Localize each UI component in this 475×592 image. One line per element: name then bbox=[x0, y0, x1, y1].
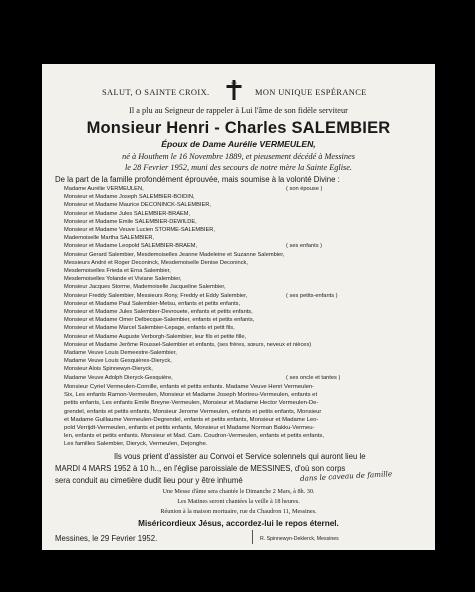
family-line-text: Monsieur et Madame Maurice DECONINCK-SALEMBIER, bbox=[64, 202, 211, 209]
family-line-text: Monsieur et Madame Joseph SALEMBIER-BOIDIN, bbox=[64, 194, 195, 201]
family-line bbox=[64, 234, 430, 242]
extended-line: grendel, enfants et petits enfants, Monsieur Jerome Vermeulen, enfants et petits enfants, Monsieur bbox=[64, 408, 322, 415]
extended-line: Monsieur Cyriel Vermeulen-Cornille, enfants et petits enfants. Madame Veuve Henri Vermeulen- bbox=[64, 384, 315, 390]
family-line-text: Monsieur et Madame Jules Salembier-Devrouete, enfants et petits enfants, bbox=[64, 309, 253, 315]
family-relation-note: ( ses petits-enfants ) bbox=[286, 292, 338, 299]
family-line-text: Messieurs André et Roger Deconinck, Mesdemoiselle Denise Deconinck, bbox=[64, 259, 248, 266]
family-line-text: Monsieur et Madame Auguste Verborgh-Salembier, leur fils et petite fille, bbox=[64, 333, 247, 340]
service-invite: Ils vous prient d'assister au Convoi et Service solennels qui auront lieu le bbox=[114, 452, 366, 461]
death-line: le 28 Fevrier 1952, muni des secours de notre mère la Sainte Eglise. bbox=[124, 163, 353, 172]
family-line bbox=[64, 341, 430, 349]
family-relation-note: ( ses enfants ) bbox=[286, 243, 323, 250]
family-line bbox=[64, 283, 430, 291]
family-line bbox=[64, 324, 430, 332]
family-line-text: Mesdemoiselles Yolande et Viviane Salembier, bbox=[64, 276, 182, 283]
family-line bbox=[64, 308, 430, 316]
family-line-text: Monsieur et Madame Jules SALEMBIER-BRAEM, bbox=[64, 210, 191, 217]
family-line bbox=[64, 242, 430, 250]
family-line bbox=[64, 357, 430, 365]
family-line-text: Monsieur Freddy Salembier, Messieurs Rony, Freddy et Eddy Salembier, bbox=[64, 292, 248, 299]
family-line bbox=[64, 292, 430, 300]
family-line bbox=[64, 210, 430, 218]
family-line bbox=[64, 259, 430, 267]
left-motto: SALUT, O SAINTE CROIX. bbox=[102, 88, 210, 97]
family-line-text: Monsieur et Madame Emile SALEMBIER-DEWILDE, bbox=[64, 218, 197, 225]
family-line-text: Mademoiselle Martha SALEMBIER, bbox=[64, 235, 155, 242]
extended-line: Six, Les enfants Ramon-Vermeulen, Monsieur et Madame Joseph Mortreu-Vermeulen, enfants et bbox=[64, 392, 318, 399]
handwritten-note: dans le caveau de famille bbox=[299, 469, 393, 483]
family-line-text: Monsieur et Madame Marcel Salembier-Lepage, enfants et petit fils, bbox=[64, 325, 235, 332]
matins-line: Les Matines seront chantées la veille à 18 heures. bbox=[177, 498, 300, 505]
memorial-card bbox=[42, 64, 435, 550]
family-line bbox=[64, 226, 430, 234]
family-line bbox=[64, 365, 430, 373]
extended-line: Les familles Salembier, Dieryck, Vermeulen, Dejonghe. bbox=[64, 441, 208, 448]
birth-line: né à Houthem le 16 Novembre 1889, et pieusement décédé à Messines bbox=[122, 152, 355, 161]
family-line bbox=[64, 374, 430, 382]
spouse-line: Époux de Dame Aurélie VERMEULEN, bbox=[161, 139, 316, 149]
right-motto: MON UNIQUE ESPÉRANCE bbox=[255, 88, 367, 97]
extended-line: petits enfants, Les enfants Emile Breyne-Vermeulen, Monsieur et Madame Hector Vermeulen-De- bbox=[64, 400, 319, 407]
family-line-text: Madame Veuve Louis Gesquières-Dieryck, bbox=[64, 358, 172, 365]
extended-line: et Madame Guillaume Vermeulen-Degrendel, enfants et petits enfants, Monsieur et Madame Leo- bbox=[64, 416, 319, 423]
closing-prayer: Miséricordieux Jésus, accordez-lui le repos éternel. bbox=[138, 519, 339, 528]
family-line-text: Madame Aurélie VERMEULEN, bbox=[64, 186, 144, 192]
family-line bbox=[64, 316, 430, 324]
family-line-text: Monsieur et Madame Paul Salembier-Metsu, enfants et petits enfants, bbox=[64, 300, 241, 307]
meeting-line: Réunion à la maison mortuaire, rue du Chaudron 11, Messines. bbox=[160, 508, 317, 515]
printer-credit: R. Spinnewyn-Deklerck, Messines bbox=[260, 536, 339, 542]
family-line-text: Monsieur et Madame Jerôme Roussel-Salembier et enfants, (ses frères, sœurs, neveux et nièces) bbox=[64, 341, 312, 348]
family-line-text: Monsieur Alois Spinnewyn-Dieryck, bbox=[64, 366, 153, 373]
family-line bbox=[64, 193, 430, 201]
footer-divider bbox=[252, 530, 253, 544]
family-line-text: Monsieur Jacques Storme, Mademoiselle Jacqueline Salembier, bbox=[64, 284, 226, 291]
cross-icon bbox=[226, 80, 242, 100]
family-line bbox=[64, 201, 430, 209]
family-line-text: Madame Veuve Louis Demeestre-Salembier, bbox=[64, 350, 177, 356]
family-line-text: Madame Veuve Adolph Dieryck-Gesquière, bbox=[64, 374, 173, 381]
family-relation-note: ( ses oncle et tantes ) bbox=[286, 374, 341, 381]
extended-family-paragraph bbox=[64, 383, 324, 449]
family-line bbox=[64, 333, 430, 341]
extended-line: pold Verrijdt-Vermeulen, enfants et petits enfants, Monsieur et Madame Norman Bakku-Vermeu- bbox=[64, 425, 315, 432]
family-line bbox=[64, 251, 430, 259]
family-line-text: Monsieur Gerard Salembier, Mesdemoiselles Jeanne Madeleine et Suzanne Salembier, bbox=[64, 251, 285, 258]
family-line bbox=[64, 185, 430, 193]
place-date: Messines, le 29 Fevrier 1952. bbox=[55, 534, 158, 543]
burial-line: sera conduit au cimetière dudit lieu pour y être inhumé bbox=[55, 476, 243, 485]
extended-line: len, enfants et petits enfants. Monsieur et Mad. Cam. Coudron-Vermeulen, enfants et petits enfants, bbox=[64, 433, 324, 440]
family-line-text: Mesdemoiselles Frieda et Erna Salembier, bbox=[64, 268, 171, 274]
family-intro: De la part de la famille profondément éprouvée, mais soumise à la volonté Divine : bbox=[55, 175, 340, 184]
family-line-text: Monsieur et Madame Leopold SALEMBIER-BRAEM, bbox=[64, 243, 198, 250]
family-line bbox=[64, 275, 430, 283]
family-relation-note: ( son épouse ) bbox=[286, 186, 323, 192]
family-line-text: Monsieur et Madame Omer Delbecque-Salembier, enfants et petits enfants, bbox=[64, 317, 255, 324]
family-line bbox=[64, 267, 430, 275]
family-line-text: Monsieur et Madame Veuve Lucien STORME-SALEMBIER, bbox=[64, 227, 215, 233]
mass-line: Une Messe d'âme sera chantée le Dimanche 2 Mars, à 8h. 30. bbox=[162, 488, 315, 495]
intro-line: Il a plu au Seigneur de rappeler à Lui l'âme de son fidèle serviteur bbox=[129, 106, 348, 115]
family-line bbox=[64, 218, 430, 226]
deceased-name: Monsieur Henri - Charles SALEMBIER bbox=[86, 119, 391, 137]
family-line bbox=[64, 349, 430, 357]
service-date-line: MARDI 4 MARS 1952 à 10 h.., en l'église paroissiale de MESSINES, d'où son corps bbox=[55, 464, 346, 473]
family-line bbox=[64, 300, 430, 308]
